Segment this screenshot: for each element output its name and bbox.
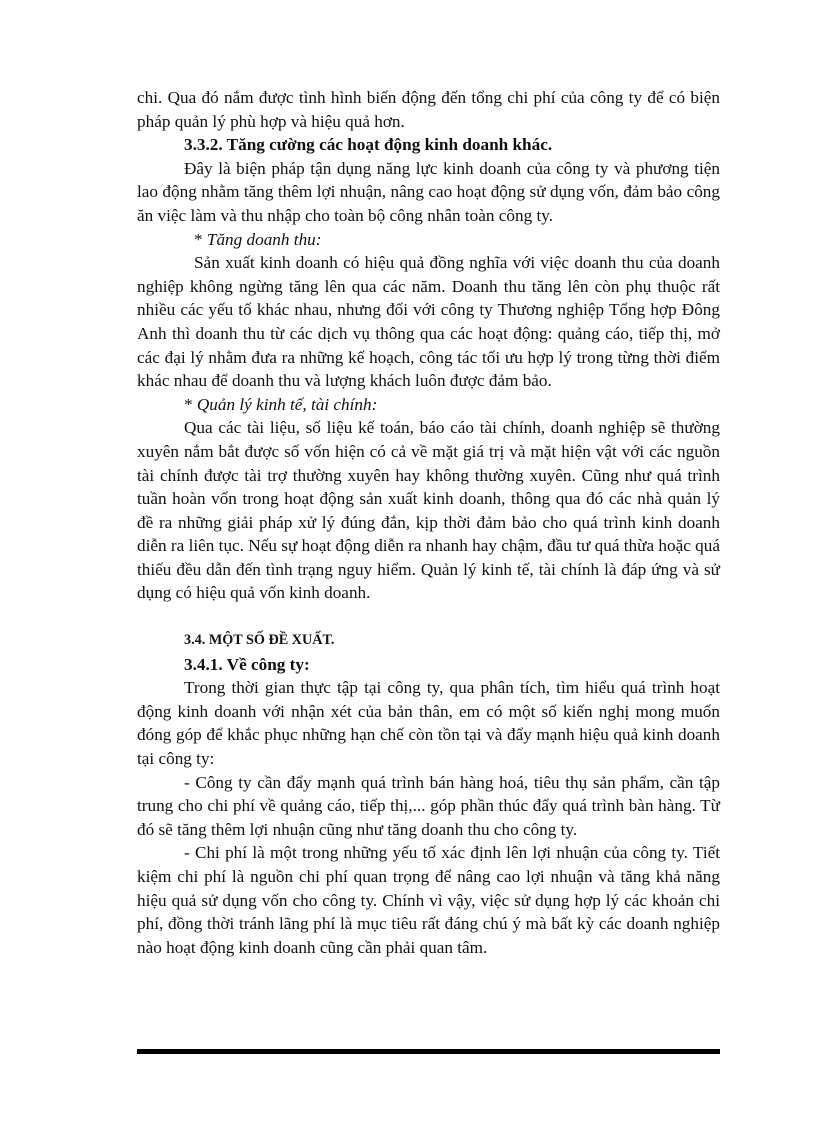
paragraph-internship: Trong thời gian thực tập tại công ty, qua phân tích, tìm hiểu quá trình hoạt động kinh doanh với nhận xét của bản thân, em có một số kiến nghị mong muốn đóng góp để khắc phục những hạn chế còn tồn tại và đẩy mạnh hiệu quả kinh doanh tại công ty:: [137, 678, 720, 769]
paragraph-finance: Qua các tài liệu, số liệu kế toán, báo cáo tài chính, doanh nghiệp sẽ thường xuyên nắm bắt được số vốn hiện có cả về mặt giá trị và mặt hiện vật với các nguồn tài chính được tài trợ thường xuyên hay không thường xuyên. Cũng như quá trình tuần hoàn vốn trong hoạt động sản xuất kinh doanh, thông qua đó các nhà quản lý đề ra những giải pháp xử lý đúng đắn, kịp thời đảm bảo cho quá trình kinh doanh diễn ra liên tục. Nếu sự hoạt động diễn ra nhanh hay chậm, đầu tư quá thừa hoặc quá thiếu đều dẫn đến tình trạng nguy hiểm. Quản lý kinh tế, tài chính là đáp ứng và sử dụng có hiệu quả vốn kinh doanh.: [137, 418, 720, 603]
footer-rule: [137, 1049, 720, 1054]
subheading-revenue-text: Tăng doanh thu:: [206, 229, 322, 249]
paragraph-proposal-costs: - Chi phí là một trong những yếu tố xác định lên lợi nhuận của công ty. Tiết kiệm chi phí là nguồn chi phí quan trọng để nâng cao lợi nhuận và tăng khả năng hiệu quả sử dụng vốn cho công ty. Chính vì vậy, việc sử dụng hợp lý các khoản chi phí, đồng thời tránh lãng phí là mục tiêu rất đáng chú ý mà bất kỳ các doanh nghiệp nào hoạt động kinh doanh cũng cần phải quan tâm.: [137, 843, 720, 957]
subheading-revenue: [137, 228, 720, 252]
paragraph-intro: chi. Qua đó nắm được tình hình biến động đến tổng chi phí của công ty để có biện pháp quản lý phù hợp và hiệu quả hơn.: [137, 88, 720, 131]
bullet-star: *: [194, 229, 207, 249]
subheading-finance: [137, 393, 720, 417]
paragraph-revenue: Sản xuất kinh doanh có hiệu quả đồng nghĩa với việc doanh thu của doanh nghiệp không ngừng tăng lên qua các năm. Doanh thu tăng lên còn phụ thuộc rất nhiều các yếu tố khác nhau, nhưng đối với công ty Thương nghiệp Tổng hợp Đông Anh thì doanh thu từ các dịch vụ thông qua các hoạt động: quảng cáo, tiếp thị, mở các đại lý nhằm đưa ra những kế hoạch, công tác tối ưu hợp lý trong từng thời điểm khác nhau để doanh thu và lượng khách luôn được đảm bảo.: [137, 253, 720, 391]
heading-3-3-2: 3.3.2. Tăng cường các hoạt động kinh doanh khác.: [184, 135, 553, 155]
paragraph-proposal-sales: - Công ty cần đẩy mạnh quá trình bán hàng hoá, tiêu thụ sản phẩm, cần tập trung cho chi phí về quảng cáo, tiếp thị,... góp phần thúc đẩy quá trình bàn hàng. Từ đó sẽ tăng thêm lợi nhuận cũng như tăng doanh thu cho công ty.: [137, 772, 720, 839]
document-page: [137, 86, 720, 959]
subheading-finance-text: Quản lý kinh tế, tài chính:: [196, 394, 378, 414]
heading-3-4: 3.4. MỘT SỐ ĐỀ XUẤT.: [184, 632, 335, 649]
heading-3-4-1: 3.4.1. Về công ty:: [184, 654, 310, 674]
paragraph-measures: Đây là biện pháp tận dụng năng lực kinh doanh của công ty và phương tiện lao động nhằm tăng thêm lợi nhuận, nâng cao hoạt động sử dụng vốn, đảm bảo công ăn việc làm và thu nhập cho toàn bộ công nhân toàn công ty.: [137, 158, 720, 225]
bullet-star: *: [184, 394, 197, 414]
